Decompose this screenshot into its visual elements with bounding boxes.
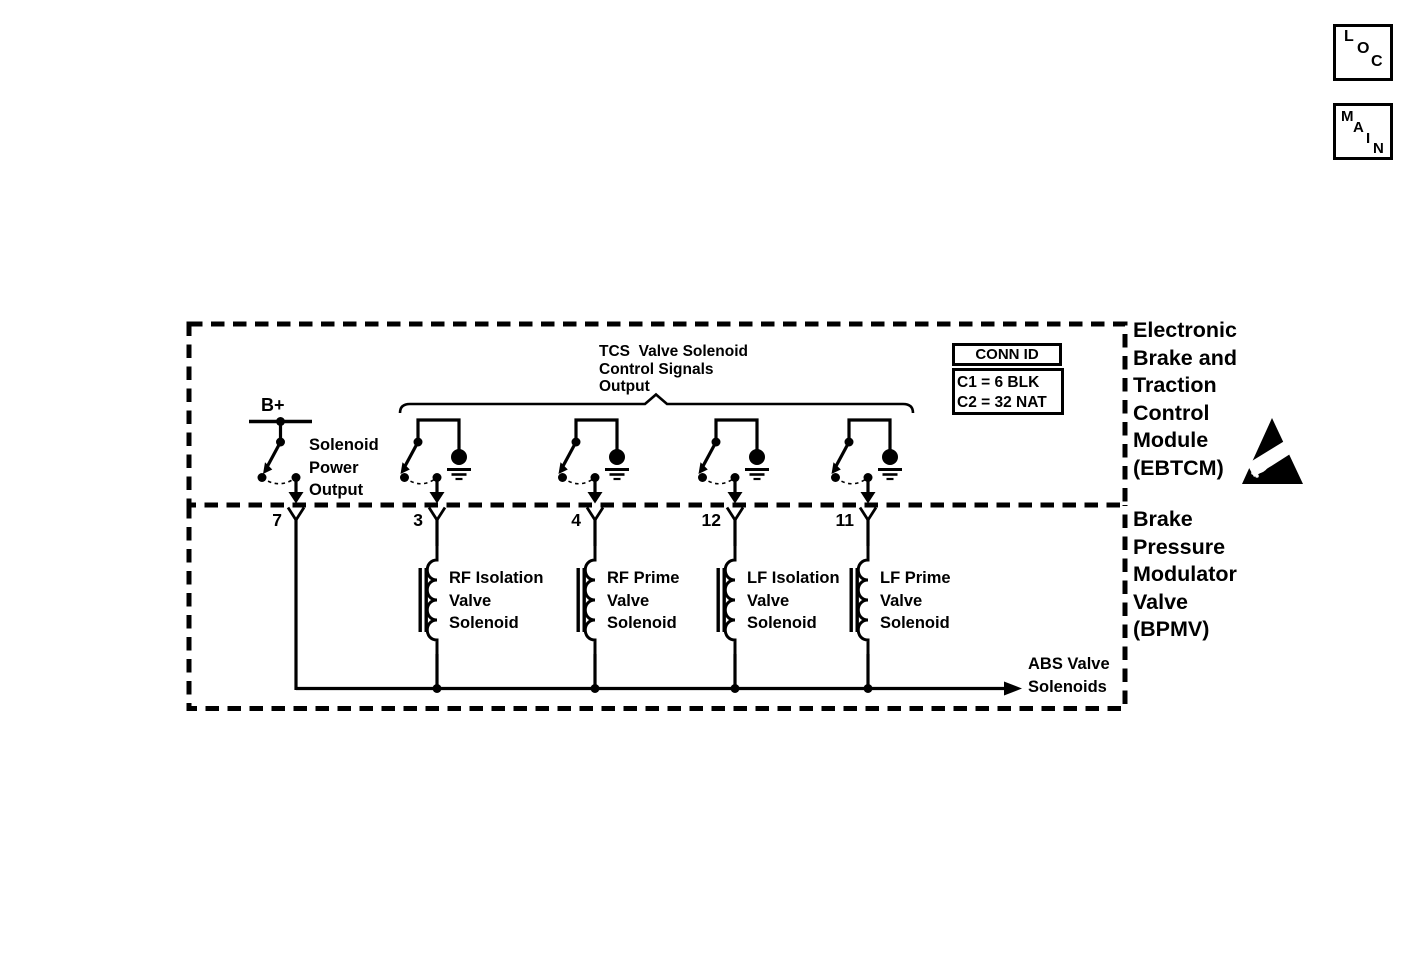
main-letter: I <box>1366 130 1371 147</box>
connector-pin-3 <box>429 508 445 521</box>
main-letter: N <box>1373 140 1384 157</box>
conn-id-table <box>952 368 1064 415</box>
connector-pin-12 <box>727 508 743 521</box>
rf-isolation-driver-switch <box>400 420 471 504</box>
pin-label-12: 12 <box>701 510 721 530</box>
lf-prime-solenoid-label: LF Prime Valve Solenoid <box>880 569 951 632</box>
rf-isolation-solenoid-label: RF Isolation Valve Solenoid <box>449 569 544 632</box>
rf-prime-driver-switch <box>558 420 629 504</box>
solenoid-power-output-label: Solenoid Power Output <box>309 436 379 499</box>
rf-isolation-coil <box>419 544 438 656</box>
connector-pin-11 <box>860 508 876 521</box>
main-letter: A <box>1353 119 1364 136</box>
lf-isolation-coil <box>717 544 736 656</box>
tcs-control-signals-label: TCS Valve Solenoid Control Signals Output <box>599 343 749 395</box>
connector-pin-4 <box>587 508 603 521</box>
ebtcm-module-title: Electronic Brake and Traction Control Module (EBTCM) <box>1133 318 1237 480</box>
bplus-power-switch <box>249 417 312 504</box>
loc-letter: C <box>1371 53 1383 70</box>
abs-output-arrow <box>1004 682 1022 696</box>
loc-letter: O <box>1357 40 1370 57</box>
pin-label-7: 7 <box>272 510 282 530</box>
abs-valve-solenoids-label: ABS Valve Solenoids <box>1028 655 1110 696</box>
loc-tag-button[interactable] <box>1333 24 1393 81</box>
main-tag-button[interactable] <box>1333 103 1393 160</box>
conn-id-row: C2 = 32 NAT <box>957 394 1047 411</box>
b-plus-label: B+ <box>261 395 285 415</box>
pin-label-3: 3 <box>413 510 423 530</box>
connector-pin-7 <box>288 508 304 521</box>
lf-prime-driver-switch <box>831 420 902 504</box>
conn-id-header: CONN ID <box>952 343 1062 366</box>
main-letter: M <box>1341 108 1354 125</box>
conn-id-row: C1 = 6 BLK <box>957 374 1040 391</box>
lf-prime-coil <box>850 544 869 656</box>
pin-label-4: 4 <box>571 510 581 530</box>
rf-prime-solenoid-label: RF Prime Valve Solenoid <box>607 569 680 632</box>
bpmv-module-title: Brake Pressure Modulator Valve (BPMV) <box>1133 507 1237 641</box>
rf-prime-coil <box>577 544 596 656</box>
lf-isolation-solenoid-label: LF Isolation Valve Solenoid <box>747 569 840 632</box>
tcs-signals-brace <box>400 395 913 414</box>
pin-label-11: 11 <box>835 510 854 530</box>
loc-letter: L <box>1344 28 1354 45</box>
esd-warning-icon <box>1242 418 1303 484</box>
lf-isolation-driver-switch <box>698 420 769 504</box>
